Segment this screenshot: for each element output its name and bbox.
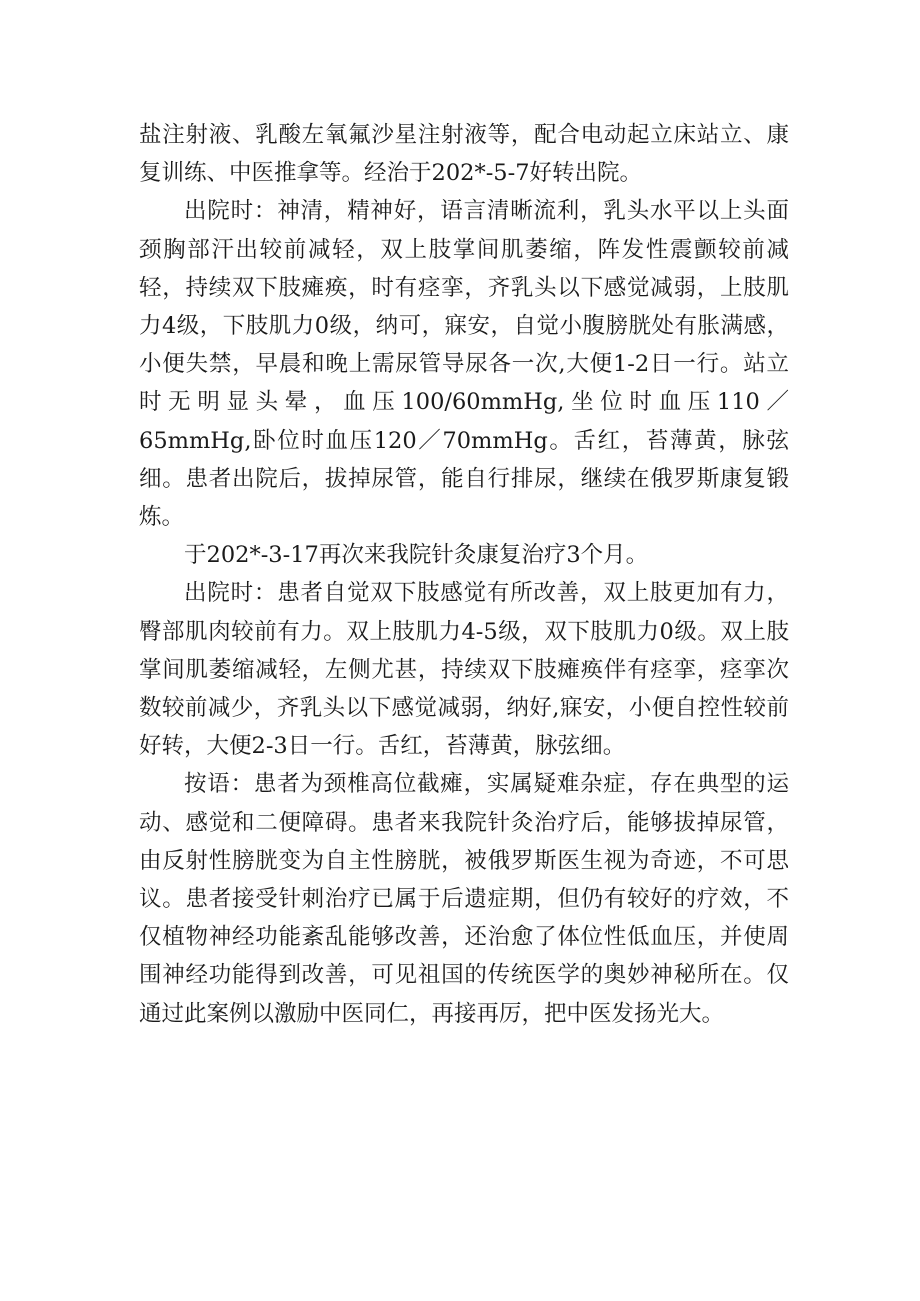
paragraph-commentary: 按语：患者为颈椎高位截瘫，实属疑难杂症，存在典型的运动、感觉和二便障碍。患者来我院针灸治疗后，能够拔掉尿管，由反射性膀胱变为自主性膀胱，被俄罗斯医生视为奇迹，不可思议。患者接受针刺治疗已属于后遗症期，但仍有较好的疗效，不仅植物神经功能紊乱能够改善，还治愈了体位性低血压，并使周围神经功能得到改善，可见祖国的传统医学的奥妙神秘所在。仅通过此案例以激励中医同仁，再接再厉，把中医发扬光大。 <box>139 771 789 1027</box>
paragraph-readmission: 于202*-3-17再次来我院针灸康复治疗3个月。 <box>184 542 649 569</box>
paragraph-continuation: 盐注射液、乳酸左氧氟沙星注射液等，配合电动起立床站立、康复训练、中医推拿等。经治于202*-5-7好转出院。 <box>139 122 789 187</box>
paragraph-discharge-status-2: 出院时：患者自觉双下肢感觉有所改善，双上肢更加有力，臀部肌肉较前有力。双上肢肌力4-5级，双下肢肌力0级。双上肢掌间肌萎缩减轻，左侧尤甚，持续双下肢瘫痪伴有痉挛，痉挛次数较前减少，齐乳头以下感觉减弱，纳好,寐安，小便自控性较前好转，大便2-3日一行。舌红，苔薄黄，脉弦细。 <box>139 580 789 760</box>
document-body <box>139 116 789 1033</box>
paragraph-discharge-status-1: 出院时：神清，精神好，语言清晰流利，乳头水平以上头面颈胸部汗出较前减轻，双上肢掌间肌萎缩，阵发性震颤较前减轻，持续双下肢瘫痪，时有痉挛，齐乳头以下感觉减弱，上肢肌力4级，下肢肌力0级，纳可，寐安，自觉小腹膀胱处有胀满感，小便失禁，早晨和晚上需尿管导尿各一次,大便1-2日一行。站立时无明显头晕，血压100/60mmHg,坐位时血压110／65mmHg,卧位时血压120／70mmHg。舌红，苔薄黄，脉弦细。患者出院后，拔掉尿管，能自行排尿，继续在俄罗斯康复锻炼。 <box>139 198 789 531</box>
